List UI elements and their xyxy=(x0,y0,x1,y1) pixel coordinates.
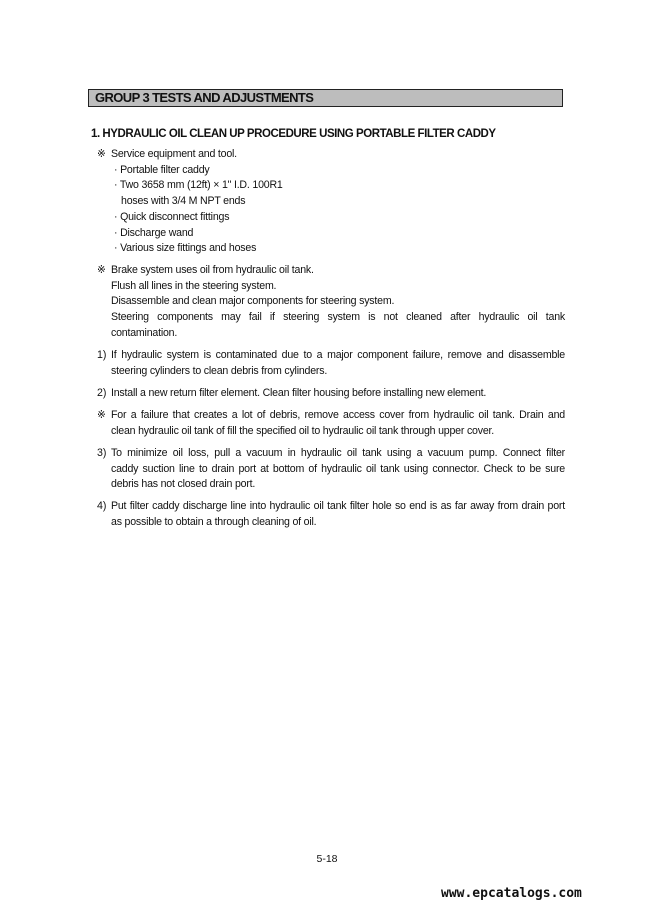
note-line: clean hydraulic oil tank of fill the specified oil to hydraulic oil tank through upper cover. xyxy=(111,424,495,437)
group-header: GROUP 3 TESTS AND ADJUSTMENTS xyxy=(88,89,563,107)
step-line: Install a new return filter element. Clean filter housing before installing new element. xyxy=(111,387,487,399)
note-line: contamination. xyxy=(111,326,178,339)
equipment-item: hoses with 3/4 M NPT ends xyxy=(121,195,246,208)
equipment-item: · Discharge wand xyxy=(114,226,194,239)
step-line: To minimize oil loss, pull a vacuum in hydraulic oil tank using a vacuum pump. Connect filter xyxy=(111,447,565,459)
page-number: 5-18 xyxy=(316,853,338,865)
step-number: 2) xyxy=(97,387,107,399)
note-mark: ※ xyxy=(97,409,106,421)
watermark: www.epcatalogs.com xyxy=(441,886,582,901)
step-line: Put filter caddy discharge line into hydraulic oil tank filter hole so end is as far away from drain port xyxy=(111,500,565,512)
note-line: Disassemble and clean major components for steering system. xyxy=(111,295,395,308)
step-line: steering cylinders to clean debris from cylinders. xyxy=(111,364,328,377)
step-line: caddy suction line to drain port at bottom of hydraulic oil tank using connector. Check to be sure xyxy=(111,462,565,475)
equipment-item: · Various size fittings and hoses xyxy=(114,242,257,255)
step-line: as possible to obtain a through cleaning of oil. xyxy=(111,515,317,528)
step-number: 1) xyxy=(97,349,107,361)
note-line: For a failure that creates a lot of debris, remove access cover from hydraulic oil tank. Drain and xyxy=(111,409,565,421)
step-line: debris has not closed drain port. xyxy=(111,478,256,491)
note-line: Flush all lines in the steering system. xyxy=(111,279,277,292)
note-mark: ※ xyxy=(97,264,106,276)
note-mark: ※ xyxy=(97,148,106,160)
section-title: 1. HYDRAULIC OIL CLEAN UP PROCEDURE USING PORTABLE FILTER CADDY xyxy=(91,128,496,140)
note-line: Brake system uses oil from hydraulic oil tank. xyxy=(111,264,314,276)
step-line: If hydraulic system is contaminated due to a major component failure, remove and disassemble xyxy=(111,349,565,361)
step-number: 4) xyxy=(97,500,107,512)
note-title: Service equipment and tool. xyxy=(111,148,237,160)
equipment-item: · Portable filter caddy xyxy=(114,163,210,176)
equipment-item: · Quick disconnect fittings xyxy=(114,210,230,223)
equipment-item: · Two 3658 mm (12ft) × 1" I.D. 100R1 xyxy=(114,179,283,192)
step-number: 3) xyxy=(97,447,107,459)
note-line: Steering components may fail if steering system is not cleaned after hydraulic oil tank xyxy=(111,311,565,324)
